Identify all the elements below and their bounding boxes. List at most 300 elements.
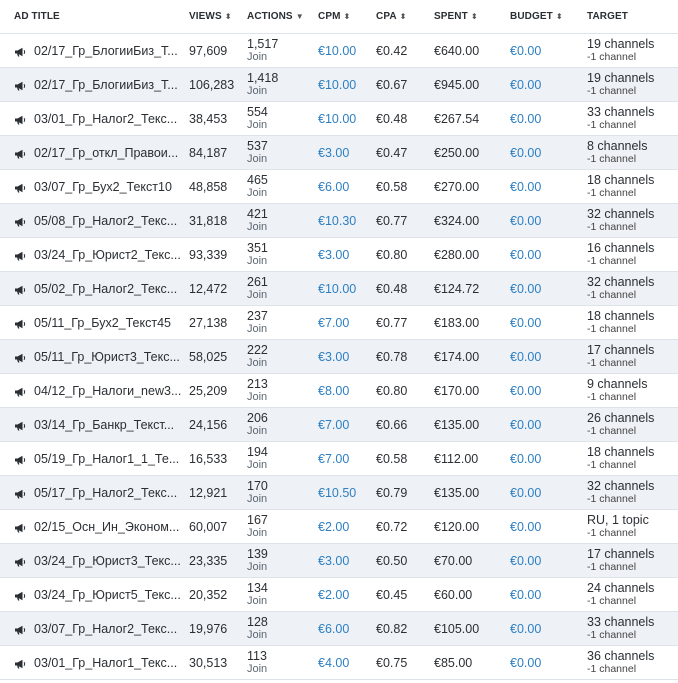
table-row[interactable] — [0, 238, 678, 272]
target-summary: 24 channels — [587, 580, 655, 595]
ad-title-cell[interactable] — [14, 442, 182, 475]
actions-count: 1,517 — [247, 36, 279, 51]
cpa-value: €0.80 — [376, 383, 408, 398]
target-cell — [587, 408, 678, 441]
actions-cell — [247, 238, 307, 271]
ad-title-cell[interactable] — [14, 510, 182, 543]
ad-title[interactable]: 02/17_Гр_БлогииБиз_Т... — [34, 77, 178, 92]
cpm-value[interactable]: €3.00 — [318, 553, 350, 568]
views-cell: 60,007 — [189, 519, 228, 534]
cpa-value: €0.75 — [376, 655, 408, 670]
target-cell — [587, 68, 678, 101]
cpm-value[interactable]: €7.00 — [318, 417, 350, 432]
cpa-value: €0.77 — [376, 213, 408, 228]
table-row[interactable] — [0, 442, 678, 476]
action-type: Join — [247, 254, 268, 267]
budget-value[interactable]: €0.00 — [510, 179, 542, 194]
action-type: Join — [247, 662, 268, 675]
cpm-value[interactable]: €10.00 — [318, 111, 357, 126]
ad-title[interactable]: 02/17_Гр_БлогииБиз_Т... — [34, 43, 178, 58]
actions-cell — [247, 102, 307, 135]
actions-count: 465 — [247, 172, 268, 187]
column-header-actions[interactable] — [247, 0, 307, 33]
ad-title[interactable]: 03/24_Гр_Юрист2_Текс... — [34, 247, 181, 262]
ad-title[interactable]: 03/24_Гр_Юрист5_Текс... — [34, 587, 181, 602]
spent-value: €124.72 — [434, 281, 480, 296]
ad-title-cell[interactable] — [14, 170, 182, 203]
actions-cell — [247, 204, 307, 237]
sort-icon: ⬍ — [343, 11, 351, 21]
spent-value: €640.00 — [434, 43, 480, 58]
budget-value[interactable]: €0.00 — [510, 281, 542, 296]
actions-cell — [247, 136, 307, 169]
budget-value[interactable]: €0.00 — [510, 247, 542, 262]
action-type: Join — [247, 390, 268, 403]
ad-title-cell[interactable] — [14, 374, 182, 407]
action-type: Join — [247, 424, 268, 437]
ad-title[interactable]: 03/01_Гр_Налог1_Текс... — [34, 655, 178, 670]
budget-value[interactable]: €0.00 — [510, 213, 542, 228]
ad-title-cell[interactable] — [14, 578, 182, 611]
ad-title[interactable]: 05/19_Гр_Налог1_1_Те... — [34, 451, 180, 466]
views-cell: 93,339 — [189, 247, 228, 262]
cpa-value: €0.66 — [376, 417, 408, 432]
table-row[interactable] — [0, 476, 678, 510]
budget-value[interactable]: €0.00 — [510, 43, 542, 58]
megaphone-icon — [14, 658, 26, 668]
ad-title-cell[interactable] — [14, 612, 182, 645]
table-row[interactable] — [0, 408, 678, 442]
column-header-target — [587, 0, 678, 33]
cpa-value: €0.47 — [376, 145, 408, 160]
megaphone-icon — [14, 522, 26, 532]
ad-title[interactable]: 05/02_Гр_Налог2_Текс... — [34, 281, 178, 296]
megaphone-icon — [14, 114, 26, 124]
ad-title[interactable]: 05/17_Гр_Налог2_Текс... — [34, 485, 178, 500]
target-exclusion: -1 channel — [587, 560, 637, 573]
table-row[interactable] — [0, 272, 678, 306]
target-exclusion: -1 channel — [587, 118, 637, 131]
ad-title-cell[interactable] — [14, 238, 182, 271]
views-cell: 23,335 — [189, 553, 228, 568]
target-summary: 32 channels — [587, 274, 655, 289]
budget-value[interactable]: €0.00 — [510, 553, 542, 568]
ad-title[interactable]: 03/24_Гр_Юрист3_Текс... — [34, 553, 181, 568]
spent-value: €267.54 — [434, 111, 480, 126]
spent-value: €60.00 — [434, 587, 473, 602]
megaphone-icon — [14, 352, 26, 362]
table-body — [0, 34, 678, 680]
ad-title-cell[interactable] — [14, 306, 182, 339]
ad-title[interactable]: 04/12_Гр_Налоги_new3... — [34, 383, 182, 398]
target-exclusion: -1 channel — [587, 628, 637, 641]
target-cell — [587, 340, 678, 373]
actions-count: 139 — [247, 546, 268, 561]
column-header-cpa[interactable] — [376, 0, 430, 33]
budget-value[interactable]: €0.00 — [510, 621, 542, 636]
table-row[interactable] — [0, 646, 678, 680]
spent-value: €85.00 — [434, 655, 473, 670]
target-exclusion: -1 channel — [587, 662, 637, 675]
header-budget-label: BUDGET — [510, 11, 553, 22]
cpa-value: €0.77 — [376, 315, 408, 330]
header-ad-title-label: AD TITLE — [14, 11, 60, 22]
table-row[interactable] — [0, 136, 678, 170]
sort-icon: ⬍ — [224, 11, 232, 21]
table-row[interactable] — [0, 170, 678, 204]
cpa-value: €0.72 — [376, 519, 408, 534]
ad-title[interactable]: 03/14_Гр_Банкр_Текст... — [34, 417, 175, 432]
views-cell: 20,352 — [189, 587, 228, 602]
actions-cell — [247, 340, 307, 373]
actions-count: 113 — [247, 648, 267, 663]
actions-cell — [247, 68, 307, 101]
table-row[interactable] — [0, 68, 678, 102]
action-type: Join — [247, 152, 268, 165]
target-exclusion: -1 channel — [587, 50, 637, 63]
header-cpm-label: CPM — [318, 11, 341, 22]
spent-value: €70.00 — [434, 553, 473, 568]
actions-count: 537 — [247, 138, 268, 153]
sort-icon: ⬍ — [470, 11, 478, 21]
cpa-value: €0.67 — [376, 77, 408, 92]
target-summary: 32 channels — [587, 206, 655, 221]
target-cell — [587, 544, 678, 577]
actions-cell — [247, 442, 307, 475]
budget-value[interactable]: €0.00 — [510, 349, 542, 364]
megaphone-icon — [14, 284, 26, 294]
megaphone-icon — [14, 250, 26, 260]
sort-icon: ⬍ — [399, 11, 407, 21]
actions-count: 128 — [247, 614, 268, 629]
ad-title-cell[interactable] — [14, 102, 182, 135]
target-exclusion: -1 channel — [587, 254, 637, 267]
megaphone-icon — [14, 182, 26, 192]
action-type: Join — [247, 628, 268, 641]
target-cell — [587, 34, 678, 67]
megaphone-icon — [14, 318, 26, 328]
target-summary: 17 channels — [587, 546, 655, 561]
actions-cell — [247, 272, 307, 305]
target-cell — [587, 374, 678, 407]
table-row[interactable] — [0, 340, 678, 374]
action-type: Join — [247, 492, 268, 505]
target-summary: 19 channels — [587, 70, 655, 85]
cpm-value[interactable]: €6.00 — [318, 621, 350, 636]
target-summary: 9 channels — [587, 376, 648, 391]
action-type: Join — [247, 458, 268, 471]
cpm-value[interactable]: €6.00 — [318, 179, 350, 194]
cpm-value[interactable]: €3.00 — [318, 349, 350, 364]
actions-cell — [247, 544, 307, 577]
actions-cell — [247, 34, 307, 67]
action-type: Join — [247, 118, 268, 131]
column-header-cpm[interactable] — [318, 0, 374, 33]
cpa-value: €0.42 — [376, 43, 408, 58]
cpm-value[interactable]: €10.00 — [318, 281, 357, 296]
ad-title-cell[interactable] — [14, 204, 182, 237]
spent-value: €945.00 — [434, 77, 480, 92]
cpm-value[interactable]: €3.00 — [318, 145, 350, 160]
target-summary: 32 channels — [587, 478, 655, 493]
actions-cell — [247, 476, 307, 509]
cpm-value[interactable]: €2.00 — [318, 587, 350, 602]
target-cell — [587, 102, 678, 135]
cpm-value[interactable]: €10.30 — [318, 213, 357, 228]
cpa-value: €0.58 — [376, 451, 408, 466]
spent-value: €135.00 — [434, 485, 480, 500]
target-summary: 33 channels — [587, 104, 655, 119]
action-type: Join — [247, 594, 268, 607]
ad-title-cell[interactable] — [14, 68, 182, 101]
actions-count: 222 — [247, 342, 268, 357]
megaphone-icon — [14, 420, 26, 430]
target-cell — [587, 204, 678, 237]
budget-value[interactable]: €0.00 — [510, 145, 542, 160]
cpm-value[interactable]: €3.00 — [318, 247, 350, 262]
target-summary: 26 channels — [587, 410, 655, 425]
column-header-spent[interactable] — [434, 0, 506, 33]
views-cell: 84,187 — [189, 145, 228, 160]
header-actions-label: ACTIONS — [247, 11, 293, 22]
megaphone-icon — [14, 624, 26, 634]
header-target-label: TARGET — [587, 11, 628, 22]
target-exclusion: -1 channel — [587, 220, 637, 233]
megaphone-icon — [14, 556, 26, 566]
table-row[interactable] — [0, 34, 678, 68]
target-cell — [587, 510, 678, 543]
budget-value[interactable]: €0.00 — [510, 383, 542, 398]
target-cell — [587, 272, 678, 305]
views-cell: 12,472 — [189, 281, 228, 296]
target-exclusion: -1 channel — [587, 288, 637, 301]
spent-value: €170.00 — [434, 383, 480, 398]
column-header-budget[interactable] — [510, 0, 580, 33]
target-summary: 16 channels — [587, 240, 655, 255]
actions-count: 261 — [247, 274, 268, 289]
cpm-value[interactable]: €7.00 — [318, 315, 350, 330]
actions-cell — [247, 612, 307, 645]
actions-cell — [247, 408, 307, 441]
target-cell — [587, 612, 678, 645]
views-cell: 16,533 — [189, 451, 228, 466]
spent-value: €183.00 — [434, 315, 480, 330]
target-exclusion: -1 channel — [587, 594, 637, 607]
action-type: Join — [247, 356, 268, 369]
ad-title[interactable]: 03/07_Гр_Налог2_Текс... — [34, 621, 178, 636]
action-type: Join — [247, 186, 268, 199]
target-exclusion: -1 channel — [587, 186, 637, 199]
spent-value: €135.00 — [434, 417, 480, 432]
megaphone-icon — [14, 454, 26, 464]
ad-title-cell[interactable] — [14, 408, 182, 441]
target-summary: 8 channels — [587, 138, 648, 153]
budget-value[interactable]: €0.00 — [510, 417, 542, 432]
actions-cell — [247, 578, 307, 611]
cpa-value: €0.45 — [376, 587, 408, 602]
target-summary: 36 channels — [587, 648, 655, 663]
ad-title-cell[interactable] — [14, 476, 182, 509]
ad-title-cell[interactable] — [14, 340, 182, 373]
actions-count: 170 — [247, 478, 268, 493]
budget-value[interactable]: €0.00 — [510, 315, 542, 330]
actions-count: 237 — [247, 308, 268, 323]
actions-cell — [247, 374, 307, 407]
table-row[interactable] — [0, 544, 678, 578]
cpa-value: €0.48 — [376, 281, 408, 296]
views-cell: 97,609 — [189, 43, 228, 58]
views-cell: 48,858 — [189, 179, 228, 194]
cpm-value[interactable]: €10.00 — [318, 43, 357, 58]
spent-value: €270.00 — [434, 179, 480, 194]
megaphone-icon — [14, 46, 26, 56]
spent-value: €250.00 — [434, 145, 480, 160]
action-type: Join — [247, 50, 268, 63]
cpm-value[interactable]: €2.00 — [318, 519, 350, 534]
table-row[interactable] — [0, 204, 678, 238]
views-cell: 58,025 — [189, 349, 228, 364]
target-cell — [587, 442, 678, 475]
column-header-ad-title[interactable] — [14, 0, 182, 33]
target-summary: 33 channels — [587, 614, 655, 629]
actions-count: 213 — [247, 376, 268, 391]
action-type: Join — [247, 84, 268, 97]
ad-title[interactable]: 05/11_Гр_Юрист3_Текс... — [34, 349, 180, 364]
cpm-value[interactable]: €8.00 — [318, 383, 350, 398]
target-exclusion: -1 channel — [587, 526, 637, 539]
actions-count: 134 — [247, 580, 268, 595]
spent-value: €280.00 — [434, 247, 480, 262]
ad-title-cell[interactable] — [14, 646, 182, 679]
ad-title-cell[interactable] — [14, 136, 182, 169]
cpm-value[interactable]: €10.50 — [318, 485, 357, 500]
table-row[interactable] — [0, 510, 678, 544]
table-row[interactable] — [0, 306, 678, 340]
table-row[interactable] — [0, 102, 678, 136]
target-summary: RU, 1 topic — [587, 512, 649, 527]
ad-title[interactable]: 03/07_Гр_Бух2_Текст10 — [34, 179, 172, 194]
actions-count: 554 — [247, 104, 268, 119]
header-spent-label: SPENT — [434, 11, 468, 22]
cpm-value[interactable]: €4.00 — [318, 655, 350, 670]
ad-title[interactable]: 05/11_Гр_Бух2_Текст45 — [34, 315, 171, 330]
sort-desc-icon: ▼ — [295, 11, 304, 21]
target-exclusion: -1 channel — [587, 390, 637, 403]
target-cell — [587, 646, 678, 679]
action-type: Join — [247, 220, 268, 233]
ad-title-cell[interactable] — [14, 272, 182, 305]
target-exclusion: -1 channel — [587, 152, 637, 165]
target-summary: 18 channels — [587, 172, 655, 187]
header-cpa-label: CPA — [376, 11, 397, 22]
megaphone-icon — [14, 216, 26, 226]
megaphone-icon — [14, 488, 26, 498]
cpa-value: €0.50 — [376, 553, 408, 568]
target-cell — [587, 136, 678, 169]
ad-title-cell[interactable] — [14, 34, 182, 67]
target-cell — [587, 578, 678, 611]
budget-value[interactable]: €0.00 — [510, 111, 542, 126]
actions-count: 1,418 — [247, 70, 279, 85]
cpm-value[interactable]: €7.00 — [318, 451, 350, 466]
views-cell: 25,209 — [189, 383, 228, 398]
actions-count: 194 — [247, 444, 268, 459]
actions-cell — [247, 306, 307, 339]
target-exclusion: -1 channel — [587, 356, 637, 369]
megaphone-icon — [14, 80, 26, 90]
actions-count: 206 — [247, 410, 268, 425]
table-row[interactable] — [0, 612, 678, 646]
megaphone-icon — [14, 386, 26, 396]
table-row[interactable] — [0, 374, 678, 408]
views-cell: 106,283 — [189, 77, 235, 92]
target-cell — [587, 238, 678, 271]
cpm-value[interactable]: €10.00 — [318, 77, 357, 92]
target-summary: 17 channels — [587, 342, 655, 357]
spent-value: €112.00 — [434, 451, 479, 466]
views-cell: 12,921 — [189, 485, 228, 500]
spent-value: €324.00 — [434, 213, 480, 228]
megaphone-icon — [14, 148, 26, 158]
cpa-value: €0.78 — [376, 349, 408, 364]
actions-count: 421 — [247, 206, 268, 221]
target-exclusion: -1 channel — [587, 322, 637, 335]
cpa-value: €0.58 — [376, 179, 408, 194]
target-cell — [587, 306, 678, 339]
ad-title[interactable]: 05/08_Гр_Налог2_Текс... — [34, 213, 178, 228]
views-cell: 31,818 — [189, 213, 228, 228]
cpa-value: €0.80 — [376, 247, 408, 262]
ad-title-cell[interactable] — [14, 544, 182, 577]
budget-value[interactable]: €0.00 — [510, 587, 542, 602]
budget-value[interactable]: €0.00 — [510, 77, 542, 92]
cpa-value: €0.48 — [376, 111, 408, 126]
target-exclusion: -1 channel — [587, 424, 637, 437]
header-views-label: VIEWS — [189, 11, 222, 22]
spent-value: €120.00 — [434, 519, 480, 534]
ad-title[interactable]: 03/01_Гр_Налог2_Текс... — [34, 111, 178, 126]
action-type: Join — [247, 526, 268, 539]
ad-title[interactable]: 02/15_Осн_Ин_Эконом... — [34, 519, 180, 534]
action-type: Join — [247, 288, 268, 301]
views-cell: 19,976 — [189, 621, 228, 636]
views-cell: 24,156 — [189, 417, 228, 432]
table-row[interactable] — [0, 578, 678, 612]
views-cell: 30,513 — [189, 655, 228, 670]
spent-value: €105.00 — [434, 621, 480, 636]
actions-count: 167 — [247, 512, 268, 527]
views-cell: 27,138 — [189, 315, 228, 330]
target-cell — [587, 170, 678, 203]
table-header — [0, 0, 678, 34]
budget-value[interactable]: €0.00 — [510, 519, 542, 534]
spent-value: €174.00 — [434, 349, 480, 364]
budget-value[interactable]: €0.00 — [510, 485, 542, 500]
target-summary: 18 channels — [587, 308, 655, 323]
target-summary: 19 channels — [587, 36, 655, 51]
target-exclusion: -1 channel — [587, 458, 637, 471]
budget-value[interactable]: €0.00 — [510, 655, 542, 670]
action-type: Join — [247, 560, 268, 573]
ad-title[interactable]: 02/17_Гр_откл_Правои... — [34, 145, 179, 160]
cpa-value: €0.79 — [376, 485, 408, 500]
cpa-value: €0.82 — [376, 621, 408, 636]
budget-value[interactable]: €0.00 — [510, 451, 542, 466]
actions-cell — [247, 170, 307, 203]
target-exclusion: -1 channel — [587, 84, 637, 97]
views-cell: 38,453 — [189, 111, 228, 126]
column-header-views[interactable] — [189, 0, 243, 33]
